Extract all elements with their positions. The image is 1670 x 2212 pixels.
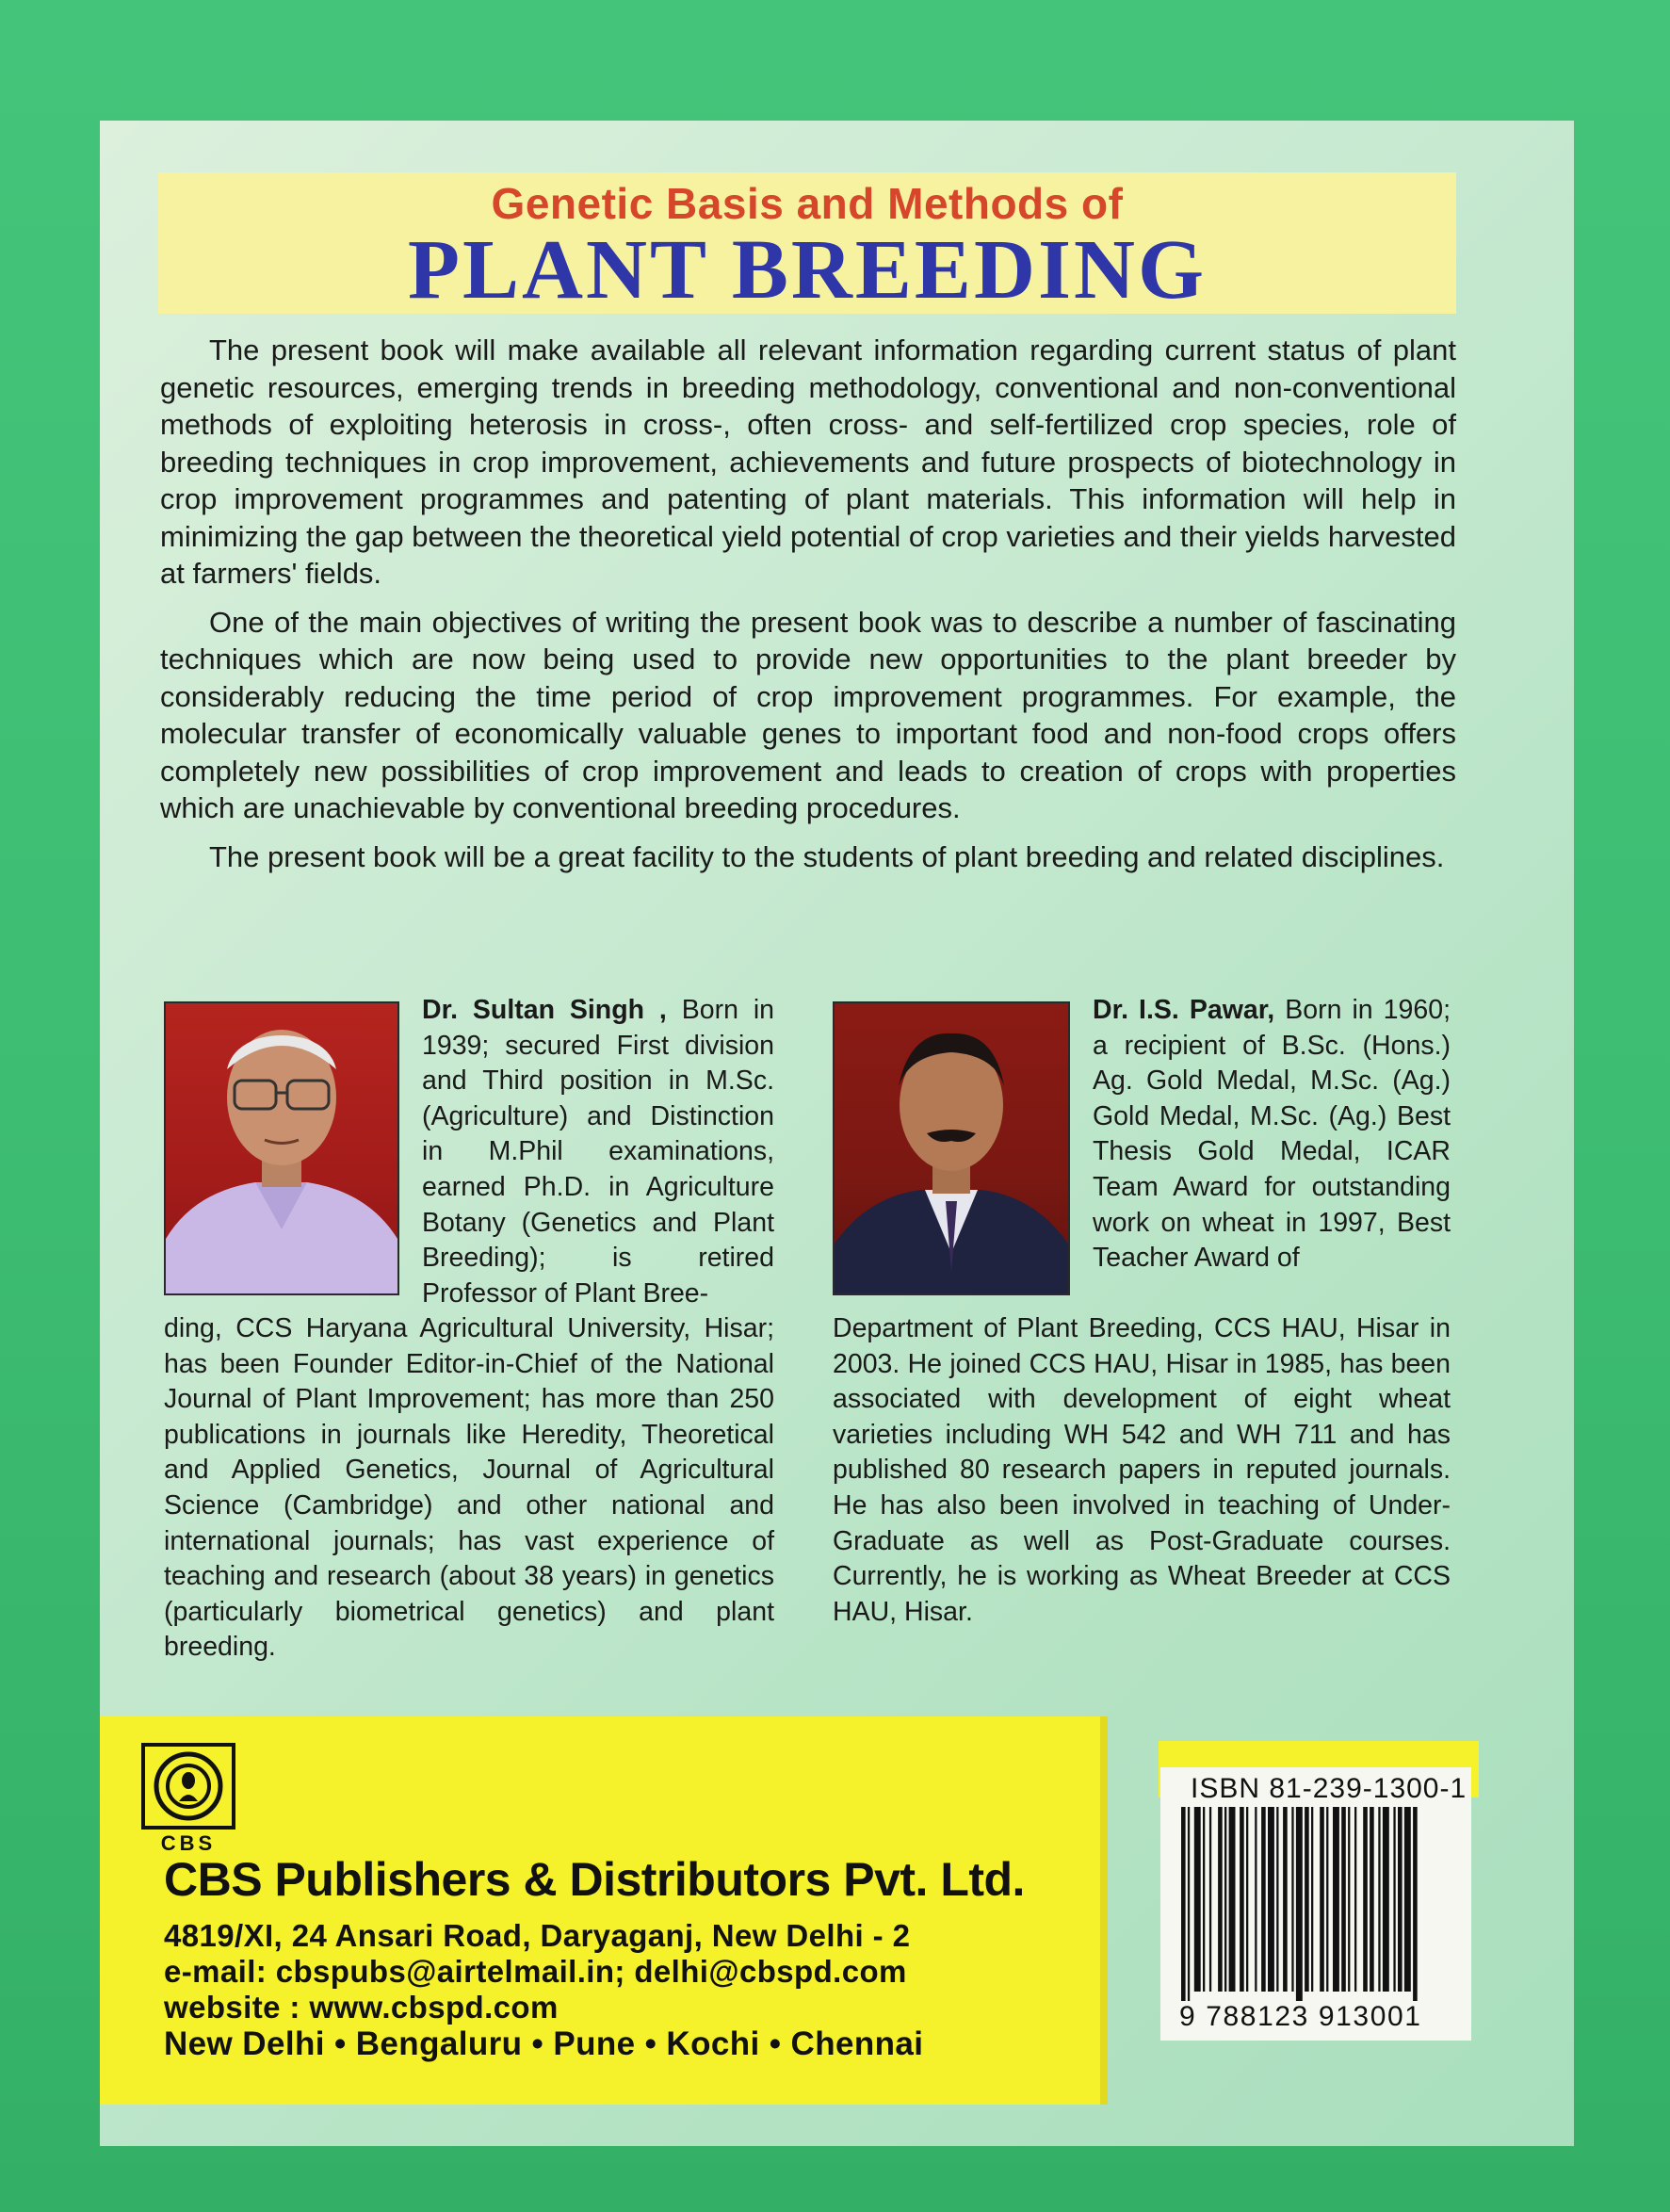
author-bio-text: Born in 1960; a recipient of B.Sc. (Hons.) Ag. Gold Medal, M.Sc. (Ag.) Gold Medal, M.Sc. (Ag.) Best Thesis Gold Medal, ICAR Team Award for outstanding work on wheat in 1997, Best Teacher Award of [1093,995,1451,1274]
barcode-bar [1413,1807,1418,2001]
barcode-bar [1181,1807,1186,2001]
barcode-bar [1188,1807,1190,2001]
publisher-website: website : www.cbspd.com [164,1990,559,2025]
barcode-bar [1383,1807,1389,1992]
author-photo-sultan-singh [164,1001,399,1295]
author-bio-sultan-singh-bottom: ding, CCS Haryana Agricultural University, Hisar; has been Founder Editor-in-Chief of the National Journal of Plant Improvement; has more than 250 publications in journals like Heredity, Theoretical and Applied Genetics, Journal of Agricultural Science (Cambridge) and other national and international journals; has vast experience of teaching and research (about 38 years) in genetics (particularly biometrical genetics) and plant breeding. [164,1313,774,1663]
barcode-bar [1311,1807,1313,1992]
portrait-illustration [835,1003,1068,1293]
book-title: PLANT BREEDING [407,223,1207,317]
barcode-bar [1333,1807,1339,1992]
barcode-bar [1261,1807,1266,1992]
author-name-sultan-singh: Dr. Sultan Singh , [422,995,667,1025]
publisher-email: e-mail: cbspubs@airtelmail.in; delhi@cbspd.com [164,1954,907,1989]
barcode-bar [1404,1807,1411,1992]
barcode-bar [1320,1807,1324,1992]
barcode-bar [1363,1807,1368,1992]
barcode-bar [1378,1807,1380,1992]
barcode-bar [1296,1807,1303,2001]
cbs-logo-icon [141,1743,235,1830]
barcode-icon [1181,1807,1464,2001]
barcode-bar [1203,1807,1205,1992]
publisher-address: 4819/XI, 24 Ansari Road, Daryaganj, New Delhi - 2 [164,1918,911,1953]
description-paragraph-3: The present book will be a great facility to the students of plant breeding and related disciplines. [209,839,1445,873]
barcode-number: 9 788123 913001 [1179,2001,1422,2032]
barcode-bar [1354,1807,1356,1992]
barcode-bar [1240,1807,1244,1992]
barcode-bar [1341,1807,1346,1992]
barcode-bar [1218,1807,1223,1992]
barcode-bar [1276,1807,1278,1992]
description-paragraph-1: The present book will make available all relevant information regarding current status of plant genetic resources, emerging trends in breeding methodology, conventional and non-conventional methods of exploiting heterosis in cross-, often cross- and self-fertilized crop species, role of breeding techniques in crop improvement, achievements and future prospects of biotechnology in crop improvement programmes and patenting of plant materials. This information will help in minimizing the gap between the theoretical yield potential of crop varieties and their yields harvested at farmers' fields. [160,333,1456,590]
portrait-illustration [166,1003,397,1293]
barcode-bar [1291,1807,1293,1992]
author-bio-text: Born in 1939; secured First division and Third position in M.Sc. (Agriculture) and Distinction in M.Phil examinations, earned Ph.D. in Agriculture Botany (Genetics and Plant Breeding); is retired Professor of Plant Bree- [422,995,775,1309]
author-photo-is-pawar [833,1001,1070,1295]
barcode-bar [1398,1807,1402,1992]
author-bio-is-pawar-bottom: Department of Plant Breeding, CCS HAU, Hisar in 2003. He joined CCS HAU, Hisar in 1985, has been associated with development of eight wheat varieties including WH 542 and WH 711 and has published 80 research papers in reputed journals. He has also been involved in teaching of Under-Graduate as well as Post-Graduate courses. Currently, he is working as Wheat Breeder at CCS HAU, Hisar. [833,1313,1451,1627]
publisher-cities: New Delhi • Bengaluru • Pune • Kochi • Chennai [164,2025,924,2062]
barcode-bar [1209,1807,1211,1992]
barcode-bar [1348,1807,1350,1992]
book-subtitle: Genetic Basis and Methods of [491,179,1124,228]
barcode-bar [1268,1807,1274,1992]
barcode-bar [1194,1807,1201,1992]
cbs-logo-text: CBS [160,1831,217,1855]
book-description [160,332,1456,886]
barcode-bar [1255,1807,1257,1992]
barcode-bar [1224,1807,1226,1992]
title-banner [158,172,1456,317]
barcode-bar [1229,1807,1236,1992]
author-bio-is-pawar-top [1093,993,1451,1277]
barcode-bar [1393,1807,1395,1992]
barcode-bar [1305,1807,1309,1992]
author-bio-sultan-singh-top [422,993,774,1311]
description-paragraph-2: One of the main objectives of writing the present book was to describe a number of fascinating techniques which are now being used to provide new opportunities to the plant breeder by considerably reducing the time period of crop improvement programmes. For example, the molecular transfer of economically valuable genes to important food and non-food crops offers completely new possibilities of crop improvement and leads to creation of crops with properties which are unachievable by conventional breeding procedures. [160,605,1456,824]
barcode-bar [1283,1807,1288,1992]
barcode-bar [1370,1807,1374,1992]
barcode-bar [1326,1807,1328,1992]
barcode-bar [1246,1807,1248,1992]
author-name-is-pawar: Dr. I.S. Pawar, [1093,995,1275,1025]
isbn-number: ISBN 81-239-1300-1 [1191,1773,1467,1804]
publisher-name: CBS Publishers & Distributors Pvt. Ltd. [164,1853,1025,1906]
